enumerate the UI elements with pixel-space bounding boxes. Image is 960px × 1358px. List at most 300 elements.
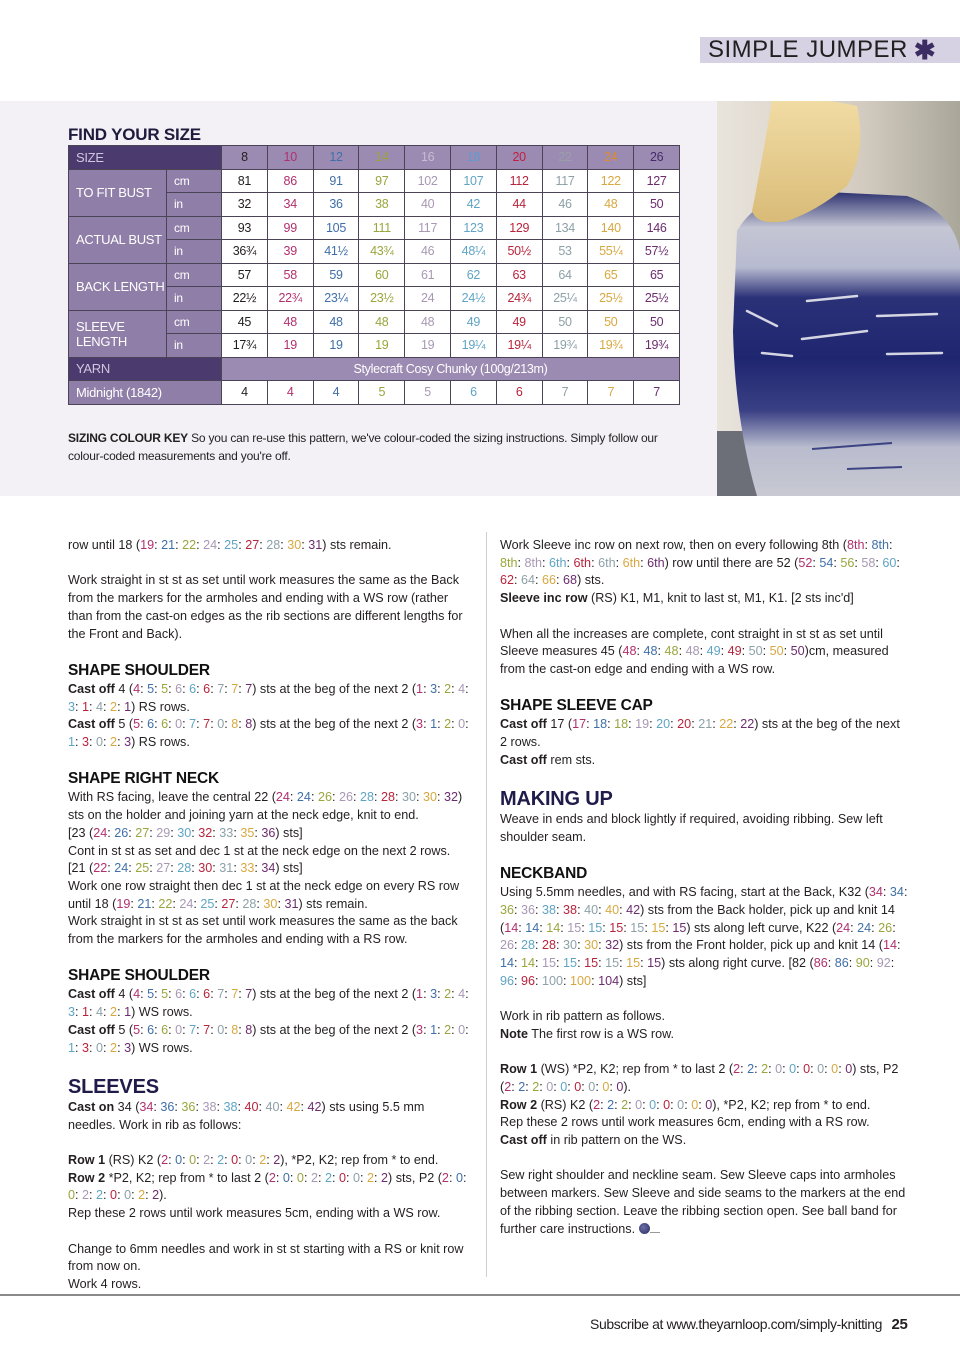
text-run: 4 (: [114, 987, 134, 1002]
ball-count: 6: [496, 381, 542, 405]
text-run: :: [193, 896, 201, 911]
measurement-value: 55¼: [588, 240, 634, 264]
text-run: ) WS rows.: [131, 1005, 193, 1020]
text-run: :: [224, 1022, 232, 1037]
instruction-keyword: Cast off: [68, 987, 115, 1002]
text-run: :: [154, 717, 162, 732]
text-run: :: [279, 1099, 287, 1114]
size-value: 2: [733, 1062, 741, 1077]
size-value: 8th: [500, 555, 518, 570]
size-value: 54: [819, 555, 834, 570]
section-heading: SHAPE SLEEVE CAP: [500, 697, 653, 715]
text-run: :: [854, 555, 862, 570]
size-value: 4: [133, 987, 141, 1002]
size-header-cell: 12: [313, 146, 359, 170]
measurement-value: 48: [267, 310, 313, 334]
pattern-paragraph: [68, 1276, 473, 1294]
size-value: 0: [649, 1097, 657, 1112]
subscribe-link[interactable]: Subscribe at www.theyarnloop.com/simply-knitting: [590, 1316, 883, 1332]
size-value: 0: [96, 1040, 104, 1055]
text-run: :: [465, 717, 469, 732]
measurement-value: 43¾: [359, 240, 405, 264]
size-value: 3: [416, 717, 424, 732]
text-run: :: [890, 956, 895, 970]
text-run: ) WS rows.: [131, 1040, 193, 1055]
text-run: :: [556, 956, 564, 970]
measurement-value: 48¼: [451, 240, 497, 264]
footer-rule: [0, 1294, 960, 1296]
size-value: 15: [626, 956, 641, 970]
size-value: 24: [114, 861, 129, 876]
size-value: 20: [677, 717, 692, 732]
text-run: ) sts along right curve. [82 (: [661, 956, 814, 970]
text-run: [21 (: [68, 861, 94, 876]
text-run: :: [451, 717, 459, 732]
size-value: 19: [116, 896, 131, 911]
text-run: :: [266, 1153, 274, 1167]
text-run: :: [151, 896, 159, 911]
size-value: 3: [430, 681, 438, 696]
measurement-value: 24½: [451, 287, 497, 311]
size-value: 14: [521, 956, 536, 970]
text-run: :: [254, 825, 262, 840]
ball-count: 7: [588, 381, 634, 405]
measurement-value: 50: [634, 310, 680, 334]
text-run: :: [423, 681, 431, 696]
size-value: 3: [416, 1022, 424, 1037]
text-run: :: [233, 825, 241, 840]
text-run: (RS) K1, M1, knit to last st, M1, K1. [2 sts inc'd]: [587, 591, 854, 606]
size-value: 1: [416, 987, 424, 1002]
text-run: 5 (: [114, 1022, 134, 1037]
size-value: 3: [68, 1005, 76, 1020]
size-value: 0: [803, 1062, 811, 1077]
size-value: 15: [609, 920, 624, 935]
text-run: :: [437, 987, 445, 1002]
size-value: 28: [177, 861, 192, 876]
text-run: ), *P2, K2; rep from * to end.: [712, 1097, 871, 1112]
text-run: :: [103, 1188, 111, 1203]
size-value: 56: [840, 555, 855, 570]
text-run: 34 (: [114, 1099, 140, 1114]
size-value: 2: [504, 1079, 512, 1094]
text-run: :: [154, 681, 162, 696]
text-run: :: [517, 555, 525, 570]
text-run: :: [360, 1170, 367, 1185]
size-value: 7: [217, 681, 225, 696]
size-value: 42: [626, 902, 641, 917]
page-number: 25: [891, 1316, 908, 1333]
pattern-paragraph: [500, 537, 910, 590]
text-run: :: [254, 861, 262, 876]
size-value: 0: [175, 1153, 183, 1167]
size-header-cell: 10: [267, 146, 313, 170]
size-value: 0: [124, 1188, 132, 1203]
measurement-value: 25¼: [542, 287, 588, 311]
measurement-label: TO FIT BUST: [69, 169, 167, 216]
size-value: 0: [110, 1188, 118, 1203]
text-run: :: [210, 987, 218, 1002]
text-run: :: [514, 956, 522, 970]
text-run: ) sts]: [275, 861, 303, 876]
yarn-tail-icon: [650, 1232, 660, 1233]
size-value: 6: [203, 987, 211, 1002]
size-value: 1: [68, 1040, 76, 1055]
text-run: ) sts at the beg of the next 2 (: [252, 681, 417, 696]
text-run: With RS facing, leave the central 22 (: [68, 790, 276, 805]
text-run: When all the increases are complete, cont straight in st st as set until Sleeve measures 45 (: [500, 626, 883, 659]
size-value: 50: [748, 644, 763, 659]
measurement-value: 93: [222, 216, 268, 240]
instruction-keyword: Row 2: [68, 1170, 106, 1185]
text-run: :: [556, 902, 564, 917]
text-run: :: [896, 555, 900, 570]
measurement-value: 19¾: [542, 334, 588, 358]
size-value: 26: [317, 790, 332, 805]
size-value: 0: [68, 1188, 76, 1203]
text-run: :: [699, 644, 707, 659]
measurement-value: 40: [405, 193, 451, 217]
jumper-photo: [717, 101, 960, 496]
text-run: :: [525, 1079, 533, 1094]
text-run: Work straight in st st as set until work measures the same as the Back from the markers for the armholes and ending with a WS row (rather than from the cast-on edges as the rib sections are different lengths for the Front and Back).: [68, 573, 463, 641]
size-value: 0: [96, 735, 104, 749]
text-run: :: [448, 1170, 456, 1185]
text-run: :: [117, 1188, 125, 1203]
size-value: 48: [643, 644, 658, 659]
size-value: 3: [82, 1040, 90, 1055]
size-value: 4: [458, 987, 466, 1002]
size-value: 30: [584, 938, 599, 953]
measurement-value: 112: [496, 169, 542, 193]
size-value: 2: [444, 717, 452, 732]
size-value: 36: [500, 902, 515, 917]
size-value: 2: [110, 699, 118, 714]
size-value: 0: [789, 1062, 797, 1077]
size-value: 6: [189, 987, 197, 1002]
text-run: :: [670, 1097, 678, 1112]
text-run: ) sts remain.: [298, 896, 368, 911]
size-value: 27: [135, 825, 150, 840]
size-value: 5: [133, 717, 141, 732]
size-value: 40: [605, 902, 620, 917]
text-run: :: [182, 1153, 190, 1167]
text-run: :: [591, 973, 599, 988]
size-value: 0: [458, 1022, 466, 1037]
size-value: 68: [563, 573, 578, 588]
size-value: 21: [161, 538, 176, 552]
sizing-key-text: So you can re-use this pattern, we've colour-coded the sizing instructions. Simply follow our colour-coded measurements and you're off.: [68, 431, 658, 463]
size-value: 0: [189, 1153, 197, 1167]
text-run: :: [224, 717, 232, 732]
size-value: 14: [500, 956, 515, 970]
size-value: 24: [836, 920, 851, 935]
size-value: 0: [455, 1170, 463, 1185]
text-run: :: [103, 1005, 111, 1020]
text-run: ) sts.: [577, 573, 605, 588]
text-run: :: [117, 735, 125, 749]
measurement-value: 32: [222, 193, 268, 217]
instruction-keyword: Cast off: [500, 752, 547, 767]
text-run: row until 18 (: [68, 538, 141, 552]
size-value: 21: [137, 896, 152, 911]
text-run: :: [465, 681, 469, 696]
text-run: :: [514, 902, 522, 917]
measurement-value: 38: [359, 193, 405, 217]
size-value: 2: [593, 1097, 601, 1112]
size-value: 49: [727, 644, 742, 659]
text-run: :: [619, 956, 627, 970]
text-run: ) sts using 5.5 mm needles. Work in rib as follows:: [68, 1099, 425, 1132]
yarn-label: YARN: [69, 357, 222, 381]
measurement-value: 46: [405, 240, 451, 264]
text-run: :: [182, 717, 190, 732]
size-value: 3: [68, 699, 76, 714]
size-value: 0: [677, 1097, 685, 1112]
text-run: :: [740, 1062, 748, 1077]
measurement-value: 50: [634, 193, 680, 217]
size-value: 15: [542, 956, 557, 970]
size-value: 15: [588, 920, 603, 935]
measurement-row: [69, 169, 680, 193]
pattern-paragraph: [500, 626, 910, 679]
text-run: (RS) K2 (: [105, 1153, 162, 1167]
instruction-keyword: Cast off: [68, 1022, 115, 1037]
size-value: 90: [855, 956, 870, 970]
size-value: 8th: [846, 538, 865, 552]
text-run: :: [451, 1022, 459, 1037]
size-value: 24: [93, 825, 108, 840]
text-run: :: [145, 1188, 153, 1203]
text-run: :: [252, 1153, 260, 1167]
size-header-cell: 16: [405, 146, 451, 170]
measurement-value: 127: [634, 169, 680, 193]
text-run: :: [168, 987, 176, 1002]
size-value: 2: [621, 1097, 629, 1112]
asterisk-icon: ✱: [913, 34, 937, 65]
text-run: :: [733, 717, 741, 732]
pattern-paragraph: [500, 1026, 910, 1044]
size-value: 38: [202, 1099, 217, 1114]
size-value: 86: [813, 956, 828, 970]
size-value: 28: [242, 896, 257, 911]
instruction-keyword: Cast off: [500, 717, 547, 732]
text-run: :: [768, 1062, 776, 1077]
size-value: 38: [563, 902, 578, 917]
measurement-value: 105: [313, 216, 359, 240]
size-value: 0: [231, 1153, 239, 1167]
measurement-value: 62: [451, 263, 497, 287]
text-run: :: [636, 644, 644, 659]
text-run: :: [833, 555, 841, 570]
text-run: :: [678, 644, 686, 659]
section-heading: NECKBAND: [500, 865, 588, 883]
text-run: :: [154, 538, 162, 552]
size-value: 25: [200, 896, 215, 911]
size-value: 5: [133, 1022, 141, 1037]
text-run: :: [566, 555, 574, 570]
size-value: 7: [217, 987, 225, 1002]
text-run: :: [824, 1062, 832, 1077]
size-value: 96: [500, 973, 515, 988]
section-heading: SHAPE SHOULDER: [68, 967, 210, 985]
size-value: 27: [245, 538, 260, 552]
text-run: ), *P2, K2; rep from * to end.: [280, 1153, 439, 1167]
text-run: :: [423, 717, 431, 732]
size-value: 2: [152, 1188, 160, 1203]
size-value: 19: [635, 717, 650, 732]
jumper-illustration: [717, 101, 960, 496]
ball-count: 7: [542, 381, 588, 405]
instruction-keyword: Note: [500, 1026, 528, 1041]
size-value: 26: [878, 920, 893, 935]
text-run: Work straight in st st as set until work measures the same as the back from the markers for the armholes and ending with a RS row.: [68, 914, 458, 947]
size-value: 1: [124, 699, 132, 714]
text-run: :: [75, 1188, 83, 1203]
measurement-value: 50: [542, 310, 588, 334]
text-run: :: [196, 717, 204, 732]
size-value: 0: [560, 1079, 568, 1094]
text-run: :: [153, 1099, 161, 1114]
unit-label: cm: [167, 310, 222, 334]
size-value: 2: [110, 735, 118, 749]
footer: [590, 1316, 907, 1333]
size-value: 0: [296, 1170, 304, 1185]
size-value: 27: [221, 896, 236, 911]
text-run: :: [256, 896, 264, 911]
instruction-keyword: Cast off: [68, 717, 115, 732]
size-value: 14: [882, 938, 897, 953]
size-value: 30: [402, 790, 417, 805]
size-value: 31: [219, 861, 234, 876]
text-run: Work 4 rows.: [68, 1276, 142, 1291]
section-header: [700, 34, 960, 65]
text-run: :: [238, 717, 246, 732]
size-value: 4: [458, 681, 466, 696]
size-value: 22: [719, 717, 734, 732]
size-table-title: FIND YOUR SIZE: [68, 125, 201, 144]
text-run: :: [89, 1040, 97, 1055]
size-value: 0: [352, 1170, 360, 1185]
pattern-paragraph: [68, 1170, 473, 1205]
size-table: [68, 145, 680, 405]
text-run: :: [238, 1022, 246, 1037]
text-run: :: [140, 987, 148, 1002]
text-run: :: [89, 735, 97, 749]
text-run: :: [117, 1005, 125, 1020]
text-run: :: [103, 699, 111, 714]
size-value: 6th: [573, 555, 592, 570]
measurement-value: 111: [359, 216, 405, 240]
text-run: :: [210, 1022, 218, 1037]
size-value: 2: [138, 1188, 146, 1203]
text-run: Work Sleeve inc row on next row, then on every following 8th (: [500, 538, 847, 552]
pattern-paragraph: [68, 825, 473, 843]
size-value: 2: [761, 1062, 769, 1077]
measurement-value: 123: [451, 216, 497, 240]
text-run: :: [212, 861, 220, 876]
measurement-value: 19: [313, 334, 359, 358]
size-value: 100: [570, 973, 592, 988]
size-value: 0: [217, 1022, 225, 1037]
measurement-value: 36: [313, 193, 359, 217]
sizing-colour-key: [68, 430, 688, 465]
size-value: 5: [161, 681, 169, 696]
size-value: 2: [367, 1170, 375, 1185]
text-run: :: [196, 1022, 204, 1037]
measurement-value: 48: [359, 310, 405, 334]
size-value: 2: [444, 987, 452, 1002]
pattern-paragraph: [500, 1097, 910, 1115]
pattern-paragraph: [68, 537, 473, 555]
text-run: :: [642, 1097, 650, 1112]
size-value: 48: [685, 644, 700, 659]
pattern-paragraph: [500, 752, 910, 770]
text-run: :: [684, 1097, 692, 1112]
size-header-cell: 20: [496, 146, 542, 170]
size-value: 2: [518, 1079, 526, 1094]
text-run: :: [140, 1022, 148, 1037]
text-run: :: [615, 555, 623, 570]
size-value: 2: [96, 1188, 104, 1203]
text-run: :: [182, 987, 190, 1002]
size-value: 15: [563, 956, 578, 970]
size-value: 7: [189, 717, 197, 732]
measurement-value: 41½: [313, 240, 359, 264]
size-value: 7: [231, 987, 239, 1002]
size-value: 24: [179, 896, 194, 911]
text-run: :: [451, 987, 459, 1002]
text-run: :: [437, 681, 445, 696]
size-value: 24: [857, 920, 872, 935]
text-run: :: [640, 555, 648, 570]
size-value: 62: [500, 573, 515, 588]
text-run: :: [720, 644, 728, 659]
size-value: 1: [430, 717, 438, 732]
text-run: :: [238, 1153, 246, 1167]
text-run: :: [539, 920, 547, 935]
pattern-paragraph: [500, 1132, 910, 1150]
size-value: 0: [616, 1079, 624, 1094]
text-run: ) sts at the beg of the next 2 (: [252, 987, 417, 1002]
measurement-value: 134: [542, 216, 588, 240]
text-run: :: [827, 956, 835, 970]
text-run: :: [623, 920, 631, 935]
size-value: 15: [647, 956, 662, 970]
size-value: 34: [868, 885, 883, 900]
size-value: 6th: [549, 555, 567, 570]
measurement-value: 49: [451, 310, 497, 334]
instruction-keyword: Row 1: [68, 1153, 106, 1167]
size-value: 2: [607, 1097, 615, 1112]
size-value: 30: [198, 861, 213, 876]
size-value: 0: [458, 717, 466, 732]
size-value: 8: [231, 1022, 239, 1037]
text-run: ) sts along left curve, K22 (: [686, 920, 837, 935]
size-value: 1: [82, 699, 90, 714]
text-run: :: [712, 717, 720, 732]
text-run: :: [238, 538, 246, 552]
measurement-value: 53: [542, 240, 588, 264]
text-run: 4 (: [114, 681, 134, 696]
text-run: :: [577, 902, 585, 917]
text-run: :: [518, 920, 526, 935]
text-run: :: [224, 987, 232, 1002]
size-header-cell: 18: [451, 146, 497, 170]
text-run: *P2, K2; rep from * to last 2 (: [105, 1170, 269, 1185]
measurement-value: 57½: [634, 240, 680, 264]
text-run: :: [897, 938, 901, 953]
